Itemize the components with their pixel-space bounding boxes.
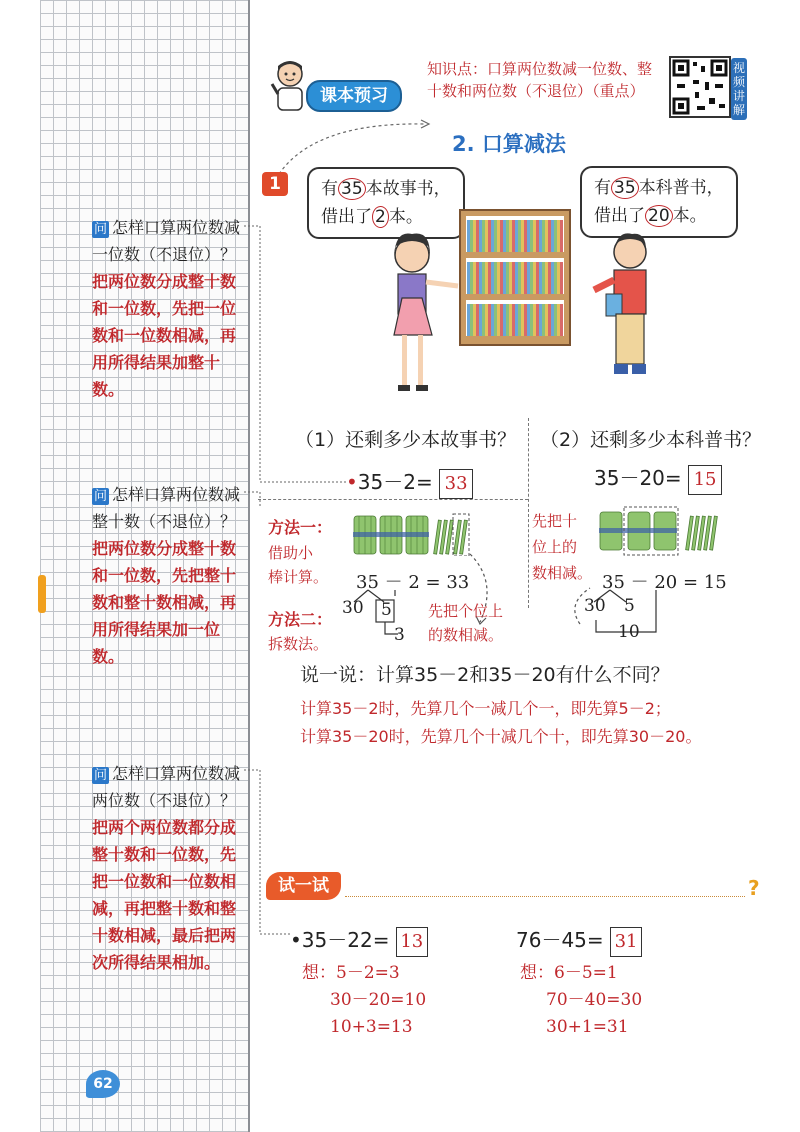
question-1: （1）还剩多少本故事书？ xyxy=(295,429,517,451)
work-line: 想：6－5=1 xyxy=(520,963,618,983)
discuss-answer-1: 计算35－2时，先算几个一减几个一，即先算5－2； xyxy=(300,699,671,718)
knowledge-point: 知识点：口算两位数减一位数、整十数和两位数（不退位）（重点） xyxy=(427,60,653,100)
vertical-divider xyxy=(528,418,529,608)
bubble-text: 借出了 xyxy=(594,206,645,226)
equation-2 xyxy=(594,462,722,495)
work-line: 10+3=13 xyxy=(330,1017,413,1037)
sidebar-qa-2 xyxy=(92,481,242,670)
answer-box: 31 xyxy=(610,927,642,957)
equation-text: 35－22= xyxy=(301,928,390,952)
equation-text: 76－45= xyxy=(516,928,604,952)
student-mascot-icon xyxy=(268,58,312,112)
discuss-answer-2: 计算35－20时，先算几个十减几个十，即先算30－20。 xyxy=(300,727,702,746)
note-2-line3: 数相减。 xyxy=(532,564,593,582)
sidebar-question: 怎样口算两位数减两位数（不退位）？ xyxy=(92,764,241,810)
split-2-tens: 30 xyxy=(584,596,606,616)
circled-number: 20 xyxy=(645,205,673,227)
method-1-desc-line1: 借助小 xyxy=(268,544,314,562)
bubble-text: 本故事书， xyxy=(365,179,451,199)
work-line: 想：5－2=3 xyxy=(302,963,400,983)
sidebar-answer: 把两个两位数都分成整十数和一位数，先把一位数和一位数相减，再把整十数和整十数相减，最后把两次所得结果相加。 xyxy=(92,818,237,972)
example-number: 1 xyxy=(262,172,288,196)
bubble-text: 有 xyxy=(321,179,338,199)
answer-box: 15 xyxy=(688,465,722,495)
try-work-1 xyxy=(302,960,426,1041)
split-2-result: 10 xyxy=(618,622,640,642)
note-1-line1: 先把个位上 xyxy=(428,602,504,620)
work-line: 30+1=31 xyxy=(546,1017,629,1037)
connector-lines xyxy=(236,220,356,940)
bubble-text: 本。 xyxy=(388,207,423,227)
answer-box: 33 xyxy=(439,469,473,499)
calc-2: 35 － 20 = 15 xyxy=(602,572,727,593)
bubble-text: 本科普书， xyxy=(638,178,724,198)
try-label: 试一试 xyxy=(266,872,341,900)
video-label[interactable]: 视频讲解 xyxy=(731,58,747,120)
note-1-line2: 的数相减。 xyxy=(428,626,504,644)
calc-1: 35 － 2 = 33 xyxy=(356,572,470,593)
note-2-line1: 先把十 xyxy=(532,512,578,530)
split-1-result: 3 xyxy=(394,625,405,645)
equation-text: 35－20= xyxy=(594,466,682,490)
note-2-line2: 位上的 xyxy=(532,538,578,556)
question-mark-icon: ? xyxy=(748,876,760,900)
counting-sticks-right xyxy=(596,506,726,556)
bubble-text: 借出了 xyxy=(321,207,372,227)
sidebar-qa-1 xyxy=(92,214,242,403)
try-dotted-line xyxy=(345,896,745,897)
method-2-title: 方法二： xyxy=(268,610,333,629)
question-icon: 问 xyxy=(94,222,108,237)
sidebar-qa-3 xyxy=(92,760,242,976)
method-2-desc: 拆数法。 xyxy=(268,635,329,653)
counting-sticks-left xyxy=(350,512,480,556)
circled-number: 35 xyxy=(611,177,639,199)
circled-number: 2 xyxy=(372,206,389,228)
method-1-desc-line2: 棒计算。 xyxy=(268,568,329,586)
page-edge-tab xyxy=(38,575,46,613)
circled-number: 35 xyxy=(338,178,366,200)
qr-code[interactable] xyxy=(669,56,731,118)
split-lines-right xyxy=(560,584,670,644)
preview-badge: 课本预习 xyxy=(306,80,402,112)
method-1-title: 方法一： xyxy=(268,518,333,537)
page-number: 62 xyxy=(86,1070,120,1098)
try-work-2 xyxy=(520,960,642,1041)
work-line: 70－40=30 xyxy=(546,990,643,1010)
bubble-text: 本。 xyxy=(672,206,707,226)
question-2: （2）还剩多少本科普书？ xyxy=(540,429,762,451)
sidebar-answer: 把两位数分成整十数和一位数，先把整十数和整十数相减，再用所得结果加一位数。 xyxy=(92,539,237,666)
try-equation-2 xyxy=(516,924,642,957)
bullet-dot: • xyxy=(290,928,302,952)
bullet-dot: • xyxy=(346,470,358,494)
split-1-tens: 30 xyxy=(342,598,364,618)
answer-box: 13 xyxy=(396,927,428,957)
section-title: 2. 口算减法 xyxy=(452,132,566,156)
sidebar-answer: 把两位数分成整十数和一位数，先把一位数和一位数相减，再用所得结果加整十数。 xyxy=(92,272,237,399)
bookshelf-illustration xyxy=(380,200,680,405)
discuss-prompt: 说一说：计算35－2和35－20有什么不同？ xyxy=(300,664,670,686)
equation-1 xyxy=(346,466,473,499)
question-icon: 问 xyxy=(94,489,108,504)
bubble-text: 有 xyxy=(594,178,611,198)
split-2-ones: 5 xyxy=(624,596,635,616)
equation-text: 35－2= xyxy=(357,470,433,494)
sidebar-question: 怎样口算两位数减一位数（不退位）？ xyxy=(92,218,241,264)
question-icon: 问 xyxy=(94,768,108,783)
work-line: 30－20=10 xyxy=(330,990,427,1010)
split-1-ones: 5 xyxy=(381,600,392,620)
sidebar-question: 怎样口算两位数减整十数（不退位）？ xyxy=(92,485,241,531)
